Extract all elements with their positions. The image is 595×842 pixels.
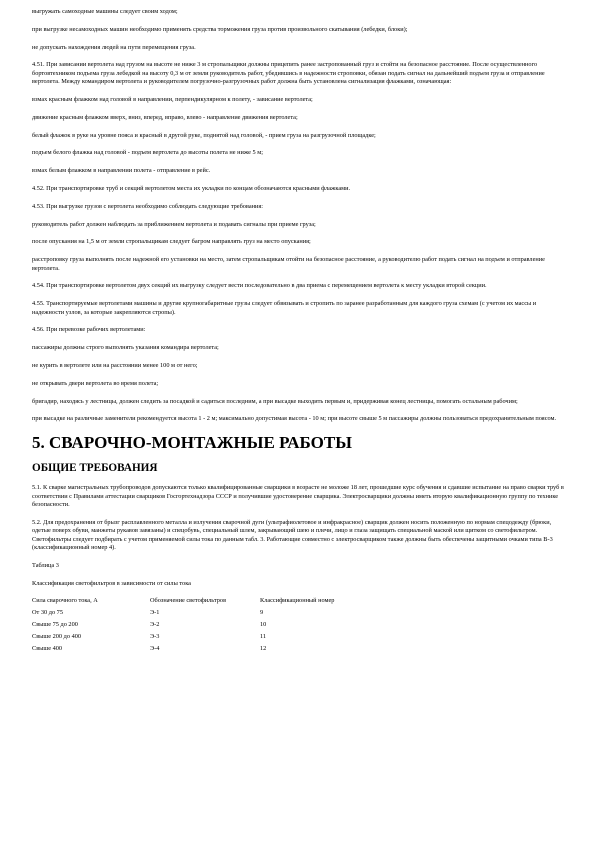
paragraph: бригадир, находясь у лестницы, должен следить за посадкой и садиться последним, а при высадке выходить первым и, придерживая конец лестницы, помогать остальным рабочим;	[32, 397, 518, 405]
table-cell: Свыше 75 до 200	[32, 621, 78, 629]
subsection-title: ОБЩИЕ ТРЕБОВАНИЯ	[32, 462, 158, 475]
paragraph: после опускания на 1,5 м от земли стропальщикам следует багром направлять груз на место опускания;	[32, 238, 311, 246]
table-cell: 12	[260, 644, 267, 652]
table-row	[32, 643, 380, 655]
table-header-cell: Классификационный номер	[260, 597, 335, 605]
table-row	[32, 631, 380, 643]
paragraph: не открывать двери вертолета во время полета;	[32, 379, 159, 387]
paragraph: 5.2. Для предохранения от брызг расплавленного металла и излучения сварочной дуги (ультрафиолетовое и инфракрасное) сварщик должен носить положенную по нормам спецодежду (брюки, одетые поверх обуви, манжеты рукавов завязаны) и спецобувь, специальный шлем, закрывающий шею и плечи, лицо и глаза защищать специальной маской или щитком со светофильтром. Светофильтры следует подбирать с учетом применяемой силы тока по данным табл. 3. Работающие совместно с электросварщиком также должны быть обеспечены защитными очками типа В-3 (классификационный номер 4).	[32, 518, 553, 551]
table-header-cell: Обозначение светофильтров	[150, 597, 227, 605]
table-cell: Э-4	[150, 644, 160, 652]
paragraph: при выгрузке несамоходных машин необходимо применять средства торможения груза против произвольного скатывания (лебедки, блоки);	[32, 25, 408, 33]
paragraph: не курить в вертолете или на расстоянии менее 100 м от него;	[32, 361, 198, 369]
table-cell: 11	[260, 633, 267, 641]
paragraph: 4.51. При зависании вертолета над грузом на высоте не ниже 3 м стропальщики должны прицепить ранее застропованный груз и стойти на безопасное расстояние. После осуществленного бортовтехником подъема груза лебедкой на высоту 0,3 м от земли руководитель работ, убедившись в надежности строповки, обязан подать сигнал на дальнейший подъем груза и отправление вертолета. Между командиром вертолета и руководителем погрузочно-разгрузочных работ должна быть установлена сигнализация флажками, означающая:	[32, 61, 545, 86]
paragraph: руководитель работ должен наблюдать за приближением вертолета и подавать сигналы при приеме груза;	[32, 220, 316, 228]
paragraph: взмах красным флажком над головой в направлении, перпендикулярном к полету, - зависание вертолета;	[32, 96, 313, 103]
paragraph: пассажиры должны строго выполнять указания командира вертолета;	[32, 344, 219, 352]
table-cell: 10	[260, 621, 267, 629]
table-cell: Э-2	[150, 621, 160, 629]
table-caption-title: Классификация светофильтров в зависимости от силы тока	[32, 579, 191, 587]
section-title: 5. СВАРОЧНО-МОНТАЖНЫЕ РАБОТЫ	[32, 433, 352, 453]
table-cell: Э-3	[150, 633, 160, 641]
paragraph: движение красным флажком вверх, вниз, вперед, вправо, влево - направление движения вертолета;	[32, 113, 298, 121]
table-header-cell: Сила сварочного тока, А	[32, 597, 98, 605]
paragraph: 4.54. При транспортировке вертолетом двух секций их выгрузку следует вести последовательно в два приема с перемещением вертолета к месту укладки второй секции.	[32, 282, 487, 290]
paragraph: не допускать нахождения людей на пути перемещения груза.	[32, 43, 196, 51]
paragraph: 5.1. К сварке магистральных трубопроводов допускаются только квалифицированные сварщики в возрасте не моложе 18 лет, прошедшие курс обучения и сдавшие испытание на право сварки труб в соответствии с Правилами аттестации сварщиков Госгортехнадзора СССР и получившие удостоверение сварщика. Электросварщики должны иметь вторую квалификационную группу по технике безопасности.	[32, 484, 564, 508]
filter-table	[32, 595, 380, 654]
paragraph: белый флажок в руке на уровне пояса и красный в другой руке, поднятой над головой, - прием груза на разгрузочной площадке;	[32, 131, 376, 139]
document-page	[32, 8, 568, 655]
table-row	[32, 619, 380, 631]
table-cell: Э-1	[150, 609, 160, 617]
paragraph: подъем белого флажка над головой - подъем вертолета до высоты полета не ниже 5 м;	[32, 149, 263, 157]
table-caption-number: Таблица 3	[32, 561, 59, 569]
paragraph: взмах белым флажком в направлении полета - отправление в рейс.	[32, 167, 211, 175]
table-cell: От 30 до 75	[32, 609, 63, 617]
table-cell: Свыше 200 до 400	[32, 633, 82, 641]
table-cell: 9	[260, 609, 264, 617]
paragraph: расстроповку груза выполнять после надежной его установки на место, затем стропальщикам отойти на безопасное расстояние, а руководителю работ подать сигнал на подъем и отправление вертолета.	[32, 256, 545, 272]
paragraph: выгружать самоходные машины следует своим ходом;	[32, 8, 178, 15]
table-row	[32, 607, 380, 619]
paragraph: 4.53. При выгрузке грузов с вертолета необходимо соблюдать следующие требования:	[32, 202, 264, 210]
paragraph: 4.56. При перевозке рабочих вертолетами:	[32, 326, 146, 334]
paragraph: 4.52. При транспортировке труб и секций вертолетом места их укладки по концам обозначаются красными флажками.	[32, 184, 351, 192]
table-header-row	[32, 595, 380, 607]
paragraph: 4.55. Транспортируемые вертолетами машины и другие крупногабаритные грузы следует обвязывать и стропить по заранее разработанным для каждого груза схемам (с учетом их массы и надежности узлов, за которые закрепляются стропы).	[32, 300, 537, 316]
table-cell: Свыше 400	[32, 644, 63, 652]
paragraph: при высадке на различные заменители рекомендуется высота 1 - 2 м; максимально допустимая высота - 10 м; при высоте свыше 5 м пассажиры должны пользоваться предохранительным поясом.	[32, 415, 557, 423]
